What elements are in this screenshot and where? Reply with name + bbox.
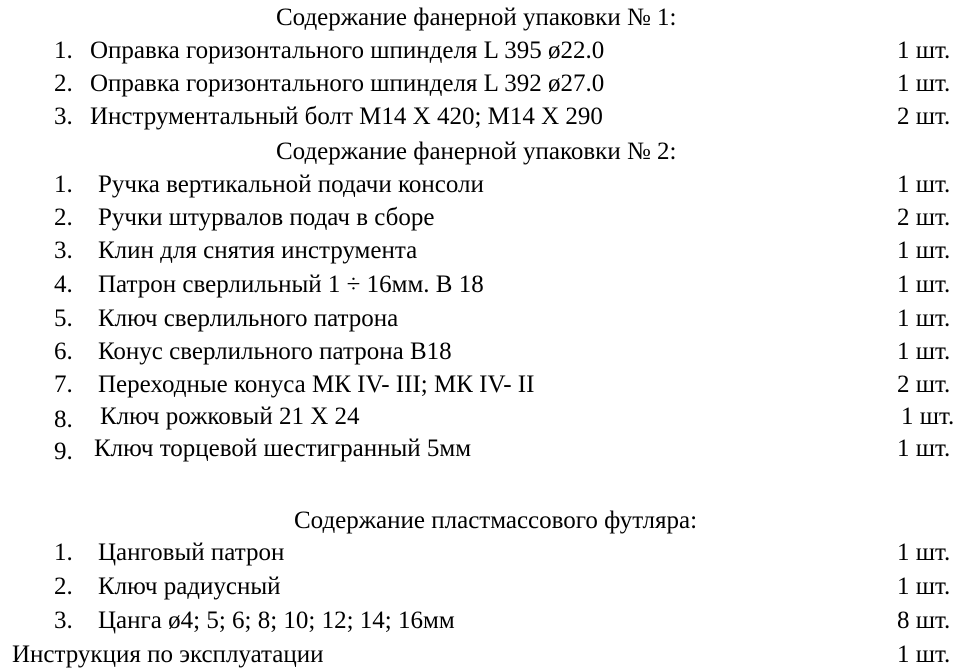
item-name: Переходные конуса МК IV- III; МК IV- II: [98, 371, 535, 398]
item-quantity: 1 шт.: [897, 435, 951, 462]
item-quantity: 2 шт.: [897, 204, 951, 231]
list-item: [0, 69, 974, 99]
item-name: Ключ радиусный: [98, 573, 281, 600]
item-name: Цанга ø4; 5; 6; 8; 10; 12; 14; 16мм: [98, 607, 455, 634]
section-title-plastic-case: Содержание пластмассового футляра:: [294, 507, 698, 534]
section-title-plywood-package-1: Содержание фанерной упаковки № 1:: [276, 4, 677, 31]
item-quantity: 1 шт.: [897, 305, 951, 332]
item-quantity: 1 шт.: [897, 70, 951, 97]
item-quantity: 2 шт.: [897, 371, 951, 398]
list-item: [0, 102, 974, 132]
item-number: 4.: [54, 271, 73, 298]
item-name: Клин для снятия инструмента: [98, 237, 418, 264]
item-name: Патрон сверлильный 1 ÷ 16мм. В 18: [98, 271, 484, 298]
item-number: 3.: [54, 237, 73, 264]
item-name: Ключ рожковый 21 Х 24: [100, 403, 360, 430]
item-number: 8.: [54, 406, 73, 433]
list-item: [0, 236, 974, 266]
item-number: 2.: [54, 573, 73, 600]
list-item: [0, 304, 974, 334]
item-quantity: 8 шт.: [897, 607, 951, 634]
list-item: [0, 170, 974, 200]
list-item: [0, 270, 974, 300]
item-number: 7.: [54, 371, 73, 398]
item-number: 6.: [54, 338, 73, 365]
list-item: [0, 538, 974, 568]
list-item: [0, 370, 974, 400]
section-title-plywood-package-2: Содержание фанерной упаковки № 2:: [276, 138, 677, 165]
item-name: Ручка вертикальной подачи консоли: [98, 171, 484, 198]
item-number: 5.: [54, 305, 73, 332]
item-name: Ключ торцевой шестигранный 5мм: [94, 435, 472, 462]
list-item: [0, 572, 974, 602]
item-number: 3.: [54, 103, 73, 130]
item-name: Ключ сверлильного патрона: [98, 305, 399, 332]
list-item: [0, 434, 974, 464]
item-number: 2.: [54, 204, 73, 231]
list-item: [0, 402, 974, 432]
item-name: Инструкция по эксплуатации: [12, 641, 324, 668]
list-item: [0, 36, 974, 66]
item-quantity: 1 шт.: [897, 271, 951, 298]
item-name: Оправка горизонтального шпинделя L 395 ø22.0: [90, 37, 605, 64]
item-number: 1.: [54, 171, 73, 198]
item-quantity: 1 шт.: [897, 171, 951, 198]
item-quantity: 1 шт.: [897, 641, 951, 668]
item-name: Цанговый патрон: [98, 539, 285, 566]
item-number: 1.: [54, 37, 73, 64]
item-quantity: 1 шт.: [897, 539, 951, 566]
item-quantity: 1 шт.: [901, 403, 955, 430]
item-number: 9.: [54, 438, 73, 465]
item-quantity: 1 шт.: [897, 37, 951, 64]
list-item: [0, 337, 974, 367]
list-item: [0, 606, 974, 636]
item-name: Инструментальный болт М14 Х 420; М14 Х 290: [90, 103, 603, 130]
item-name: Оправка горизонтального шпинделя L 392 ø27.0: [90, 70, 605, 97]
item-number: 1.: [54, 539, 73, 566]
item-quantity: 1 шт.: [897, 338, 951, 365]
manual-item: [0, 640, 974, 670]
item-name: Ручки штурвалов подач в сборе: [98, 204, 435, 231]
item-quantity: 1 шт.: [897, 237, 951, 264]
item-number: 3.: [54, 607, 73, 634]
item-quantity: 2 шт.: [897, 103, 951, 130]
list-item: [0, 203, 974, 233]
item-number: 2.: [54, 70, 73, 97]
item-quantity: 1 шт.: [897, 573, 951, 600]
item-name: Конус сверлильного патрона В18: [98, 338, 452, 365]
